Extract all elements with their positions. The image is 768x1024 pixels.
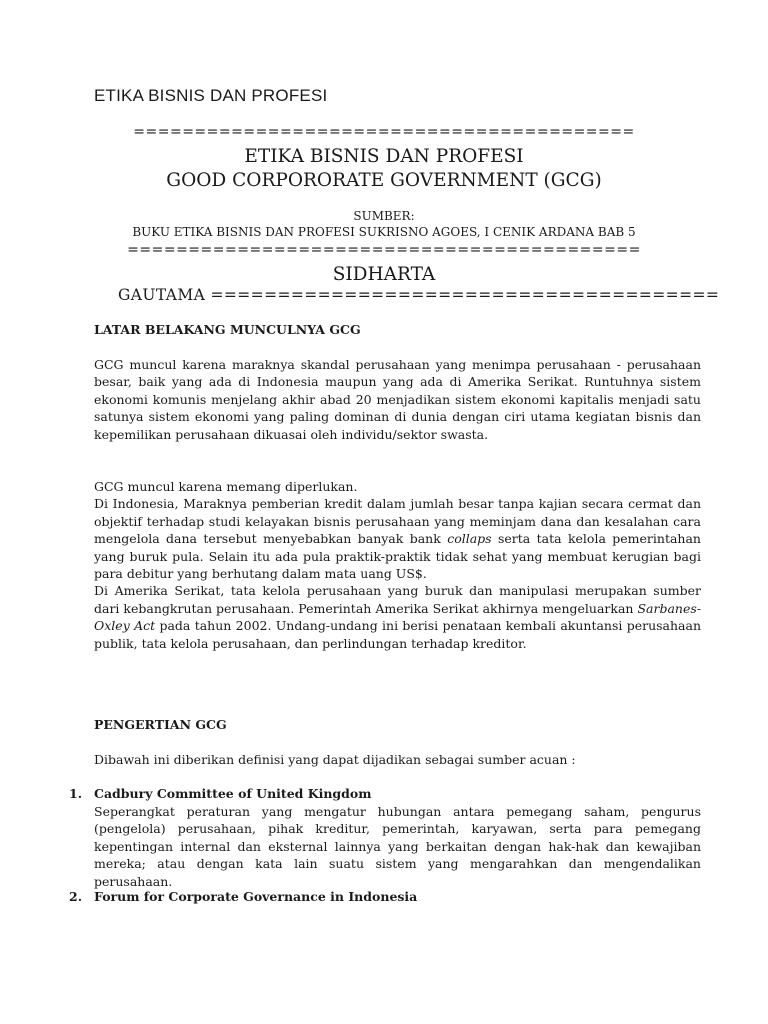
indonesia-text-b: serta tata kelola pemerintahan yang buruk pula. Selain itu ada pula praktik-praktik tidak sehat yang membuat kerugian bagi para debitur yang berhutang dalam mata uang US$. xyxy=(94,531,701,582)
list-item-number-1: 1. xyxy=(69,786,83,801)
definition-intro: Dibawah ini diberikan definisi yang dapat dijadikan sebagai sumber acuan : xyxy=(94,752,576,767)
separator-top: ========================================= xyxy=(133,124,635,140)
amerika-text-a: Di Amerika Serikat, tata kelola perusahaan yang buruk dan manipulasi merupakan sumber dari kebangkrutan perusahaan. Pemerintah Amerika Serikat akhirnya mengeluarkan xyxy=(94,583,701,616)
list-item-title-2: Forum for Corporate Governance in Indonesia xyxy=(94,889,418,904)
list-item-number-2: 2. xyxy=(69,889,83,904)
collaps-term: collaps xyxy=(447,531,492,547)
author-last-name-line: GAUTAMA ====================================== xyxy=(118,286,720,304)
source-text: BUKU ETIKA BISNIS DAN PROFESI SUKRISNO AGOES, I CENIK ARDANA BAB 5 xyxy=(132,225,636,239)
paragraph-needed-line: GCG muncul karena memang diperlukan. xyxy=(94,479,358,494)
section-heading-latar-belakang: LATAR BELAKANG MUNCULNYA GCG xyxy=(94,322,361,337)
main-subtitle: GOOD CORPORORATE GOVERNMENT (GCG) xyxy=(166,170,602,191)
document-header-title: ETIKA BISNIS DAN PROFESI xyxy=(94,86,328,105)
source-label: SUMBER: xyxy=(353,209,415,223)
sarbanes-oxley-term: Sarbanes-Oxley Act xyxy=(94,600,701,634)
paragraph-background xyxy=(94,356,701,443)
list-item-body-1: Seperangkat peraturan yang mengatur hubungan antara pemegang saham, pengurus (pengelola) perusahaan, pihak kreditur, pemerintah, karyawan, serta para pemegang kepentingan internal dan eksternal lainnya yang berkaitan dengan hak-hak dan kewajiban mereka; atau dengan kata lain suatu sistem yang mengarahkan dan mengendalikan perusahaan. xyxy=(94,804,701,889)
paragraph-indonesia-text xyxy=(94,495,701,582)
main-title: ETIKA BISNIS DAN PROFESI xyxy=(244,146,524,167)
indonesia-text-a: Di Indonesia, Maraknya pemberian kredit dalam jumlah besar tanpa kajian secara cermat dan objektif terhadap studi kelayakan bisnis perusahaan yang meminjam dana dan kesalahan cara mengelola dana tersebut menyebabkan banyak bank xyxy=(94,496,701,547)
separator-middle: ========================================== xyxy=(127,242,641,258)
author-first-name: SIDHARTA xyxy=(332,264,436,285)
paragraph-amerika-text xyxy=(94,582,701,652)
section-heading-pengertian: PENGERTIAN GCG xyxy=(94,717,227,732)
amerika-text-b: pada tahun 2002. Undang-undang ini berisi penataan kembali akuntansi perusahaan publik, tata kelola perusahaan, dan perlindungan terhadap kreditor. xyxy=(94,618,702,651)
paragraph-background-text: GCG muncul karena maraknya skandal perusahaan yang menimpa perusahaan - perusahaan besar, baik yang ada di Indonesia maupun yang ada di Amerika Serikat. Runtuhnya sistem ekonomi komunis menjelang akhir abad 20 menjadikan sistem ekonomi kapitalis menjadi satu satunya sistem ekonomi yang paling dominan di dunia dengan ciri utama kegiatan bisnis dan kepemilikan perusahaan dikuasai oleh individu/sektor swasta. xyxy=(94,357,701,442)
list-item-title-1: Cadbury Committee of United Kingdom xyxy=(94,786,372,801)
paragraph-indonesia xyxy=(94,478,701,652)
